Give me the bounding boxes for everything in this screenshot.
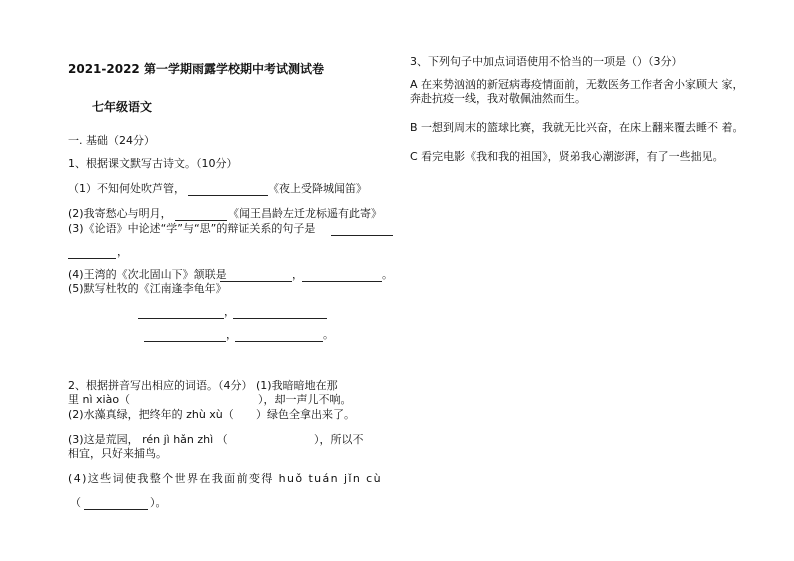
answer-blank[interactable] bbox=[144, 341, 226, 342]
answer-blank[interactable] bbox=[138, 318, 224, 319]
q2-item-1b: ），却一声儿不响。 bbox=[258, 393, 352, 406]
grade-subject: 七年级语文 bbox=[92, 100, 153, 114]
punctuation: ）。 bbox=[150, 496, 167, 509]
section-heading: 一. 基础（24分） bbox=[68, 134, 155, 147]
punctuation: （ bbox=[70, 496, 81, 509]
q2-item-3c: 相宜，只好来捕鸟。 bbox=[68, 447, 167, 460]
punctuation: 。 bbox=[323, 328, 334, 341]
punctuation: 。 bbox=[382, 268, 393, 281]
answer-blank[interactable] bbox=[220, 281, 292, 282]
q1-item-1-text: （1）不知何处吹芦管， bbox=[68, 182, 185, 195]
q1-item-3-text: (3)《论语》中论述“学”与“思”的辩证关系的句子是 bbox=[68, 222, 316, 235]
option-a-line-2: 奔赴抗疫一线，我对敬佩油然而生。 bbox=[410, 92, 586, 105]
q2-item-2b: ）绿色全拿出来了。 bbox=[256, 408, 355, 421]
q2-item-2a: (2)水藻真绿，把终年的 zhù xù（ bbox=[68, 408, 234, 421]
q1-item-1-source: 《夜上受降城闻笛》 bbox=[268, 182, 367, 195]
q1-item-2-text: (2)我寄愁心与明月， bbox=[68, 207, 172, 220]
option-c: C 看完电影《我和我的祖国》，贤弟我心潮澎湃，有了一些拙见。 bbox=[410, 150, 724, 163]
q2-item-1a: 里 nì xiào（ bbox=[68, 393, 131, 406]
option-b: B 一想到周末的篮球比赛，我就无比兴奋，在床上翻来覆去睡不 着。 bbox=[410, 121, 744, 134]
q2-item-3b: ），所以不 bbox=[314, 433, 364, 446]
punctuation: ， bbox=[292, 268, 303, 281]
q1-item-2-source: 《闻王昌龄左迁龙标遥有此寄》 bbox=[228, 207, 382, 220]
answer-blank[interactable] bbox=[84, 509, 148, 510]
answer-blank[interactable] bbox=[235, 341, 323, 342]
question-2: 2、根据拼音写出相应的词语。（4分） (1)我暗暗地在那 bbox=[68, 379, 338, 392]
punctuation: ， bbox=[224, 305, 235, 318]
question-1: 1、根据课文默写古诗文。（10分） bbox=[68, 157, 238, 170]
q2-item-4: (4)这些词使我整个世界在我面前变得 huǒ tuán jǐn cù bbox=[68, 472, 382, 485]
answer-blank[interactable] bbox=[302, 281, 382, 282]
punctuation: ， bbox=[117, 245, 128, 258]
answer-blank[interactable] bbox=[233, 318, 327, 319]
answer-blank[interactable] bbox=[175, 220, 227, 221]
q2-item-3a: (3)这是荒园， rén jì hǎn zhì （ bbox=[68, 433, 228, 446]
q1-item-4-text: (4)王湾的《次北固山下》颔联是 bbox=[68, 268, 227, 281]
q1-item-5-text: (5)默写杜牧的《江南逢李龟年》 bbox=[68, 282, 227, 295]
answer-blank[interactable] bbox=[188, 195, 268, 196]
answer-blank[interactable] bbox=[331, 235, 393, 236]
punctuation: ， bbox=[226, 328, 237, 341]
option-a-line-1: A 在来势汹汹的新冠病毒疫情面前，无数医务工作者舍小家顾大 家， bbox=[410, 78, 744, 91]
question-3: 3、下列句子中加点词语使用不恰当的一项是（）（3分） bbox=[410, 55, 683, 68]
answer-blank[interactable] bbox=[68, 258, 116, 259]
exam-title: 2021-2022 第一学期雨露学校期中考试测试卷 bbox=[68, 62, 324, 76]
